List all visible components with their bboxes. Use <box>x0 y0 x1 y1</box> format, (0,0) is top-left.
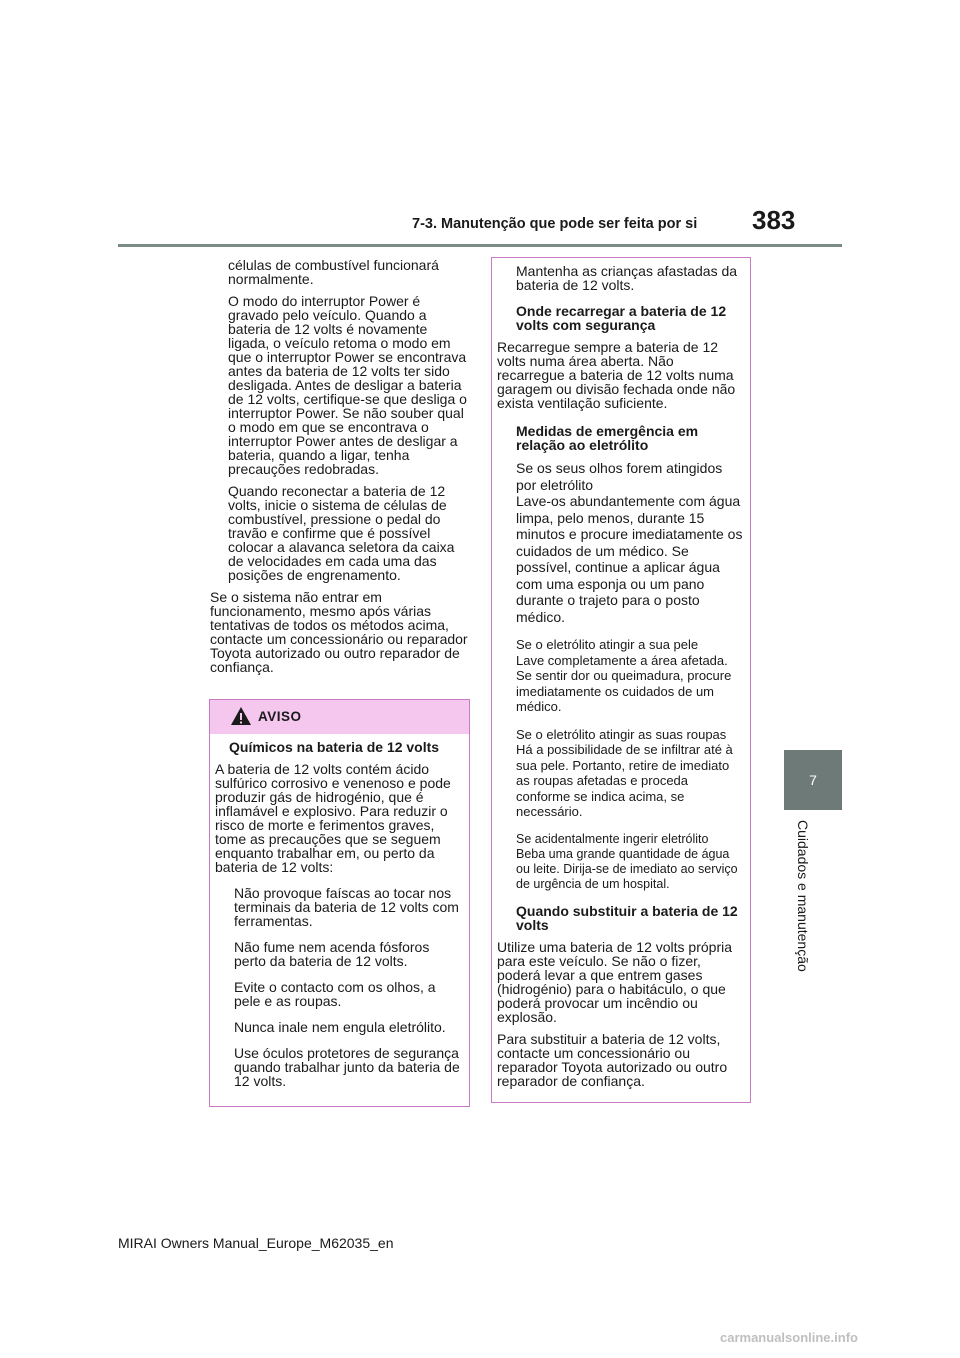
paragraph-continuation: células de combustível funcionará normalmente. <box>228 257 439 287</box>
warning-label: AVISO <box>258 709 302 724</box>
warning-heading: Químicos na bateria de 12 volts <box>229 739 440 755</box>
paragraph-replace-1: Utilize uma bateria de 12 volts própria para este veículo. Se não o fizer, poderá levar a que entrem gases (hidrogénio) para o habitáculo, o que poderá provocar um incêndio ou explosão. <box>497 938 733 1025</box>
warning-item: Não fume nem acenda fósforos perto da bateria de 12 volts. <box>234 939 430 969</box>
paragraph-recharge: Recarregue sempre a bateria de 12 volts numa área aberta. Não recarregue a bateria de 12 volts numa garagem ou divisão fechada onde não exista ventilação suficiente. <box>497 339 736 411</box>
paragraph-contact-dealer: Se o sistema não entrar em funcionamento, mesmo após várias tentativas de todos os métodos acima, contacte um concessionário ou reparador Toyota autorizado ou outro reparador de confiança. <box>210 589 468 675</box>
page-number: 383 <box>752 205 796 235</box>
warning-item: Não provoque faíscas ao tocar nos terminais da bateria de 12 volts com ferramentas. <box>234 885 459 929</box>
warning-box-continued <box>491 257 751 1103</box>
left-column <box>210 258 470 682</box>
item-children: Mantenha as crianças afastadas da bateria de 12 volts. <box>516 263 738 293</box>
warning-header <box>210 700 469 734</box>
item-swallow: Se acidentalmente ingerir eletrólito Beba uma grande quantidade de água ou leite. Dirija-se de imediato ao serviço de urgência de um hospital. <box>516 831 738 891</box>
chapter-tab[interactable] <box>784 750 842 810</box>
header-rule <box>118 244 842 247</box>
paragraph-reconnect: Quando reconectar a bateria de 12 volts, inicie o sistema de células de combustível, pressione o pedal do travão e confirme que é possível colocar a alavanca seletora da caixa de velocidades em cada uma das posições de engrenamento. <box>228 483 455 583</box>
warning-item: Evite o contacto com os olhos, a pele e as roupas. <box>234 979 436 1009</box>
heading-emergency: Medidas de emergência em relação ao eletrólito <box>516 423 699 453</box>
warning-box <box>209 699 470 1107</box>
item-clothes: Se o eletrólito atingir as suas roupas Há a possibilidade de se infiltrar até à sua pele. Portanto, retire de imediato as roupas afetadas e proceda conforme se indica acima, se necessário. <box>516 726 733 819</box>
paragraph-replace-2: Para substituir a bateria de 12 volts, contacte um concessionário ou reparador Toyota autorizado ou outro reparador de confiança. <box>497 1030 728 1089</box>
warning-body <box>210 734 469 1102</box>
warning-item: Use óculos protetores de segurança quando trabalhar junto da bateria de 12 volts. <box>234 1045 460 1089</box>
watermark[interactable]: carmanualsonline.info <box>720 1330 858 1345</box>
chapter-number: 7 <box>809 772 817 788</box>
warning-triangle-icon <box>230 706 252 726</box>
item-skin: Se o eletrólito atingir a sua pele Lave completamente a área afetada. Se sentir dor ou queimadura, procure imediatamente os cuidados de um médico. <box>516 637 732 714</box>
section-title: 7-3. Manutenção que pode ser feita por si <box>412 216 698 232</box>
right-box-body <box>492 258 750 1102</box>
heading-replace: Quando substituir a bateria de 12 volts <box>516 902 738 933</box>
warning-item: Nunca inale nem engula eletrólito. <box>234 1019 446 1035</box>
heading-recharge: Onde recarregar a bateria de 12 volts com segurança <box>516 303 727 333</box>
warning-intro: A bateria de 12 volts contém ácido sulfúrico corrosivo e venenoso e pode produzir gás de hidrogénio, que é inflamável e explosivo. Para reduzir o risco de morte e ferimentos graves, tome as precauções que se seguem enquanto trabalhar em, ou perto da bateria de 12 volts: <box>215 761 451 875</box>
footer-manual-name: MIRAI Owners Manual_Europe_M62035_en <box>118 1235 394 1251</box>
item-eyes: Se os seus olhos forem atingidos por eletrólito Lave-os abundantemente com água limpa, pelo menos, durante 15 minutos e procure imediatamente os cuidados de um médico. Se possível, continue a aplicar água com uma esponja ou um pano durante o trajeto para o posto médico. <box>516 460 743 625</box>
paragraph-power-mode: O modo do interruptor Power é gravado pelo veículo. Quando a bateria de 12 volts é novamente ligada, o veículo retoma o modo em que o interruptor Power se encontrava antes da bateria de 12 volts ter sido desligada. Antes de desligar a bateria de 12 volts, certifique-se que desliga o interruptor Power. Se não souber qual o modo em que se encontrava o interruptor Power antes de desligar a bateria, quando a ligar, tenha precauções redobradas. <box>228 293 467 477</box>
chapter-label: Cuidados e manutenção <box>795 820 811 972</box>
